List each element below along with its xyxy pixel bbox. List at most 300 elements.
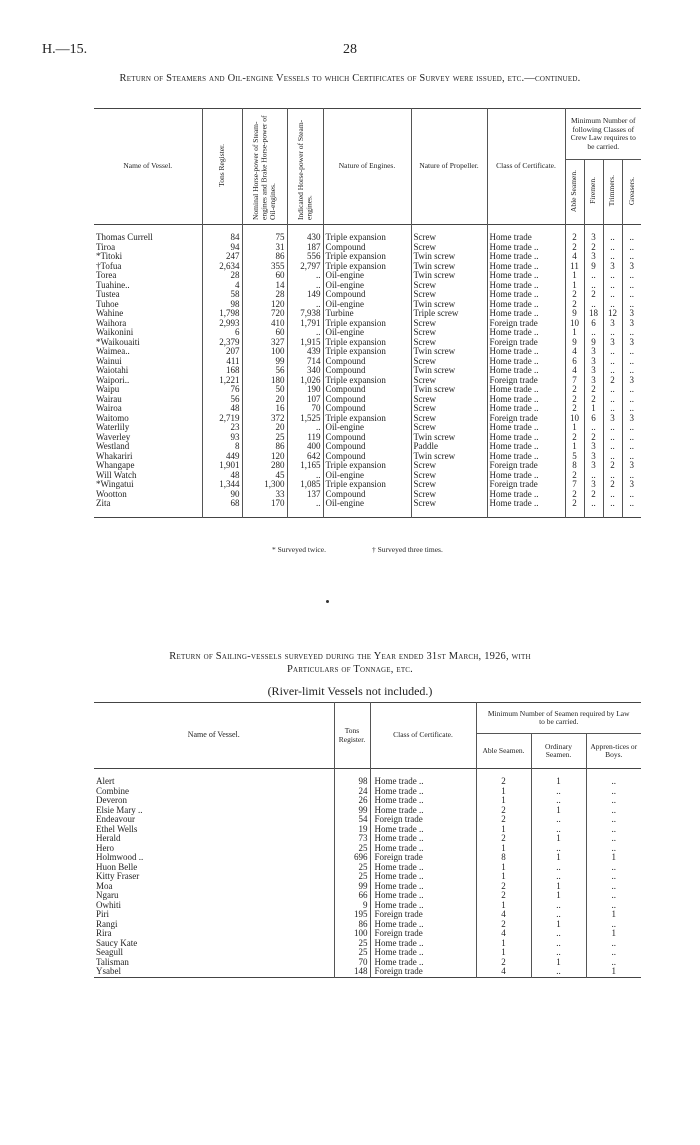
steamers-table xyxy=(94,108,641,518)
sail-col-able: Able Seamen. xyxy=(476,734,531,769)
apprentices: .. xyxy=(586,958,641,968)
ordinary-seamen: .. xyxy=(531,929,586,939)
col-indicated-hp: Indicated Horse-power of Steam-engines. xyxy=(295,120,313,221)
nominal-hp: 60 xyxy=(242,271,287,281)
class-of-certificate: Home trade .. xyxy=(487,328,565,338)
indicated-hp: 1,026 xyxy=(287,376,323,386)
indicated-hp: 400 xyxy=(287,442,323,452)
trimmers: .. xyxy=(603,385,622,395)
trimmers: .. xyxy=(603,442,622,452)
able-seamen: 7 xyxy=(565,376,584,386)
col-name: Name of Vessel. xyxy=(123,161,173,171)
class-of-certificate: Home trade .. xyxy=(487,300,565,310)
vessel-name: Hero xyxy=(96,842,114,853)
vessel-name: Waimea.. xyxy=(96,346,130,356)
trimmers: .. xyxy=(603,499,622,517)
indicated-hp: 137 xyxy=(287,490,323,500)
greasers: 3 xyxy=(622,262,641,272)
tons-register: 86 xyxy=(334,920,370,930)
nature-of-propeller: Twin screw xyxy=(411,452,487,462)
tons-register: 70 xyxy=(334,958,370,968)
able-seamen: 8 xyxy=(565,461,584,471)
greasers: 3 xyxy=(622,376,641,386)
nature-of-engines: Compound xyxy=(323,404,411,414)
nature-of-propeller: Screw xyxy=(411,395,487,405)
nature-of-engines: Oil-engine xyxy=(323,499,411,517)
able-seamen: 9 xyxy=(565,309,584,319)
tons-register: 54 xyxy=(334,815,370,825)
col-certificate: Class of Certificate. xyxy=(487,109,565,225)
tons-register: 207 xyxy=(202,347,242,357)
firemen: 3 xyxy=(584,347,603,357)
tons-register: 93 xyxy=(202,433,242,443)
class-of-certificate: Home trade .. xyxy=(487,252,565,262)
able-seamen: 9 xyxy=(565,338,584,348)
nominal-hp: 60 xyxy=(242,328,287,338)
apprentices: .. xyxy=(586,891,641,901)
tons-register: 100 xyxy=(334,929,370,939)
ordinary-seamen: .. xyxy=(531,948,586,958)
trimmers: .. xyxy=(603,300,622,310)
able-seamen: 2 xyxy=(565,490,584,500)
separator-dot xyxy=(326,600,329,603)
tons-register: 696 xyxy=(334,853,370,863)
firemen: 18 xyxy=(584,309,603,319)
apprentices: .. xyxy=(586,901,641,911)
trimmers: .. xyxy=(603,404,622,414)
able-seamen: 11 xyxy=(565,262,584,272)
sailing-table xyxy=(94,702,641,978)
indicated-hp: 430 xyxy=(287,225,323,243)
apprentices: .. xyxy=(586,920,641,930)
greasers: .. xyxy=(622,252,641,262)
nature-of-engines: Compound xyxy=(323,357,411,367)
firemen: 3 xyxy=(584,452,603,462)
tons-register: 25 xyxy=(334,844,370,854)
table-row xyxy=(94,442,641,452)
table-row xyxy=(94,499,641,517)
able-seamen: 8 xyxy=(476,853,531,863)
class-of-certificate: Home trade .. xyxy=(487,385,565,395)
greasers: .. xyxy=(622,281,641,291)
class-of-certificate: Home trade .. xyxy=(487,490,565,500)
trimmers: .. xyxy=(603,225,622,243)
firemen: 3 xyxy=(584,357,603,367)
firemen: 9 xyxy=(584,262,603,272)
apprentices: .. xyxy=(586,769,641,787)
trimmers: .. xyxy=(603,243,622,253)
table-row xyxy=(94,490,641,500)
vessel-name: Rangi xyxy=(96,918,118,929)
tons-register: 56 xyxy=(202,395,242,405)
vessel-name: Owhiti xyxy=(96,899,122,910)
nature-of-engines: Compound xyxy=(323,385,411,395)
indicated-hp: 439 xyxy=(287,347,323,357)
nature-of-engines: Turbine xyxy=(323,309,411,319)
class-of-certificate: Foreign trade xyxy=(487,338,565,348)
nominal-hp: 86 xyxy=(242,442,287,452)
greasers: .. xyxy=(622,490,641,500)
able-seamen: 2 xyxy=(476,769,531,787)
apprentices: 1 xyxy=(586,967,641,977)
vessel-name: †Tofua xyxy=(96,260,122,271)
vessel-name: Thomas Currell xyxy=(96,232,153,242)
class-of-certificate: Home trade .. xyxy=(370,948,476,958)
nature-of-engines: Oil-engine xyxy=(323,471,411,481)
able-seamen: 1 xyxy=(476,787,531,797)
vessel-name: Waihora xyxy=(96,317,127,328)
tons-register: 84 xyxy=(202,225,242,243)
firemen: 3 xyxy=(584,480,603,490)
nature-of-engines: Triple expansion xyxy=(323,461,411,471)
tons-register: 28 xyxy=(202,271,242,281)
vessel-name: Endeavour xyxy=(96,814,135,824)
greasers: .. xyxy=(622,452,641,462)
col-tons: Tons Register. xyxy=(216,143,226,187)
class-of-certificate: Home trade .. xyxy=(487,471,565,481)
ordinary-seamen: 1 xyxy=(531,882,586,892)
col-able: Able Seamen. xyxy=(569,169,579,212)
nominal-hp: 99 xyxy=(242,357,287,367)
indicated-hp: 70 xyxy=(287,404,323,414)
indicated-hp: .. xyxy=(287,471,323,481)
vessel-name: *Wingatui xyxy=(96,479,134,489)
class-of-certificate: Home trade .. xyxy=(370,834,476,844)
nominal-hp: 372 xyxy=(242,414,287,424)
trimmers: .. xyxy=(603,357,622,367)
table-row xyxy=(94,480,641,490)
vessel-name: Deveron xyxy=(96,795,127,805)
firemen: 3 xyxy=(584,225,603,243)
sail-col-certificate: Class of Certificate. xyxy=(370,703,476,769)
ordinary-seamen: .. xyxy=(531,844,586,854)
class-of-certificate: Home trade .. xyxy=(487,499,565,517)
table-row xyxy=(94,461,641,471)
class-of-certificate: Foreign trade xyxy=(487,480,565,490)
able-seamen: 2 xyxy=(565,225,584,243)
firemen: 6 xyxy=(584,414,603,424)
firemen: 6 xyxy=(584,319,603,329)
tons-register: 168 xyxy=(202,366,242,376)
vessel-name: Tiroa xyxy=(96,241,116,252)
class-of-certificate: Home trade .. xyxy=(370,891,476,901)
nominal-hp: 120 xyxy=(242,452,287,462)
tons-register: 2,634 xyxy=(202,262,242,272)
nature-of-engines: Compound xyxy=(323,452,411,462)
ordinary-seamen: .. xyxy=(531,787,586,797)
nominal-hp: 86 xyxy=(242,252,287,262)
vessel-name: Wainui xyxy=(96,355,122,366)
firemen: .. xyxy=(584,499,603,517)
vessel-name: Whakariri xyxy=(96,450,133,461)
trimmers: .. xyxy=(603,490,622,500)
class-of-certificate: Home trade .. xyxy=(370,920,476,930)
able-seamen: 2 xyxy=(565,243,584,253)
table-row xyxy=(94,414,641,424)
indicated-hp: 1,525 xyxy=(287,414,323,424)
class-of-certificate: Home trade .. xyxy=(370,939,476,949)
ordinary-seamen: 1 xyxy=(531,958,586,968)
able-seamen: 2 xyxy=(565,385,584,395)
sail-col-ordinary: Ordinary Seamen. xyxy=(531,734,586,769)
firemen: .. xyxy=(584,300,603,310)
nominal-hp: 75 xyxy=(242,225,287,243)
able-seamen: 2 xyxy=(476,815,531,825)
nature-of-propeller: Twin screw xyxy=(411,385,487,395)
class-of-certificate: Foreign trade xyxy=(370,910,476,920)
class-of-certificate: Home trade .. xyxy=(487,404,565,414)
indicated-hp: 1,915 xyxy=(287,338,323,348)
ordinary-seamen: 1 xyxy=(531,806,586,816)
nominal-hp: 20 xyxy=(242,395,287,405)
nature-of-engines: Triple expansion xyxy=(323,338,411,348)
ordinary-seamen: 1 xyxy=(531,769,586,787)
nominal-hp: 50 xyxy=(242,385,287,395)
indicated-hp: 2,797 xyxy=(287,262,323,272)
apprentices: .. xyxy=(586,844,641,854)
vessel-name: Alert xyxy=(96,776,115,786)
nature-of-propeller: Triple screw xyxy=(411,309,487,319)
table-row xyxy=(94,300,641,310)
class-of-certificate: Home trade .. xyxy=(487,423,565,433)
greasers: .. xyxy=(622,366,641,376)
table-row xyxy=(94,433,641,443)
col-propeller: Nature of Propeller. xyxy=(411,109,487,225)
nature-of-propeller: Twin screw xyxy=(411,347,487,357)
nature-of-engines: Compound xyxy=(323,442,411,452)
tons-register: 98 xyxy=(334,769,370,787)
nominal-hp: 120 xyxy=(242,300,287,310)
ordinary-seamen: .. xyxy=(531,863,586,873)
able-seamen: 2 xyxy=(476,834,531,844)
greasers: .. xyxy=(622,404,641,414)
able-seamen: 4 xyxy=(565,347,584,357)
nature-of-propeller: Twin screw xyxy=(411,300,487,310)
table-row xyxy=(94,281,641,291)
able-seamen: 2 xyxy=(565,499,584,517)
apprentices: .. xyxy=(586,939,641,949)
nature-of-propeller: Twin screw xyxy=(411,262,487,272)
tons-register: 25 xyxy=(334,939,370,949)
able-seamen: 1 xyxy=(565,423,584,433)
nature-of-propeller: Twin screw xyxy=(411,366,487,376)
nature-of-propeller: Screw xyxy=(411,319,487,329)
greasers: .. xyxy=(622,328,641,338)
class-of-certificate: Home trade .. xyxy=(487,243,565,253)
nature-of-propeller: Twin screw xyxy=(411,271,487,281)
class-of-certificate: Home trade .. xyxy=(487,366,565,376)
class-of-certificate: Home trade .. xyxy=(487,347,565,357)
firemen: .. xyxy=(584,471,603,481)
nature-of-engines: Triple expansion xyxy=(323,347,411,357)
trimmers: 3 xyxy=(603,414,622,424)
firemen: .. xyxy=(584,281,603,291)
sailing-title xyxy=(50,650,650,676)
tons-register: 195 xyxy=(334,910,370,920)
tons-register: 25 xyxy=(334,863,370,873)
ordinary-seamen: .. xyxy=(531,901,586,911)
class-of-certificate: Home trade .. xyxy=(370,787,476,797)
trimmers: .. xyxy=(603,281,622,291)
nominal-hp: 1,300 xyxy=(242,480,287,490)
nature-of-propeller: Screw xyxy=(411,243,487,253)
firemen: 1 xyxy=(584,404,603,414)
nature-of-propeller: Screw xyxy=(411,480,487,490)
indicated-hp: .. xyxy=(287,499,323,517)
nominal-hp: 180 xyxy=(242,376,287,386)
nature-of-propeller: Screw xyxy=(411,338,487,348)
ordinary-seamen: .. xyxy=(531,967,586,977)
page-number: 28 xyxy=(343,42,357,57)
trimmers: .. xyxy=(603,290,622,300)
tons-register: 2,379 xyxy=(202,338,242,348)
greasers: 3 xyxy=(622,414,641,424)
vessel-name: Rira xyxy=(96,928,112,938)
vessel-name: Waikonini xyxy=(96,327,134,337)
trimmers: .. xyxy=(603,271,622,281)
apprentices: .. xyxy=(586,815,641,825)
sail-col-name: Name of Vessel. xyxy=(187,730,240,740)
able-seamen: 7 xyxy=(565,480,584,490)
indicated-hp: 107 xyxy=(287,395,323,405)
vessel-name: Tuahine.. xyxy=(96,279,130,290)
vessel-name: Wootton xyxy=(96,488,127,499)
vessel-name: Kitty Fraser xyxy=(96,871,140,881)
tons-register: 247 xyxy=(202,252,242,262)
class-of-certificate: Home trade .. xyxy=(370,825,476,835)
greasers: .. xyxy=(622,395,641,405)
tons-register: 58 xyxy=(202,290,242,300)
nature-of-engines: Oil-engine xyxy=(323,423,411,433)
class-of-certificate: Home trade .. xyxy=(370,882,476,892)
tons-register: 2,719 xyxy=(202,414,242,424)
indicated-hp: 1,165 xyxy=(287,461,323,471)
firemen: 2 xyxy=(584,243,603,253)
tons-register: 99 xyxy=(334,882,370,892)
class-of-certificate: Home trade .. xyxy=(370,863,476,873)
able-seamen: 2 xyxy=(565,404,584,414)
vessel-name: Wahine xyxy=(96,308,124,318)
class-of-certificate: Home trade .. xyxy=(487,271,565,281)
vessel-name: Waterlily xyxy=(96,422,130,432)
greasers: .. xyxy=(622,225,641,243)
table-row xyxy=(94,376,641,386)
greasers: .. xyxy=(622,385,641,395)
indicated-hp: 7,938 xyxy=(287,309,323,319)
able-seamen: 1 xyxy=(476,948,531,958)
nature-of-propeller: Screw xyxy=(411,225,487,243)
nominal-hp: 410 xyxy=(242,319,287,329)
apprentices: 1 xyxy=(586,910,641,920)
ordinary-seamen: 1 xyxy=(531,853,586,863)
able-seamen: 1 xyxy=(476,901,531,911)
nominal-hp: 45 xyxy=(242,471,287,481)
indicated-hp: 714 xyxy=(287,357,323,367)
nature-of-propeller: Twin screw xyxy=(411,433,487,443)
able-seamen: 2 xyxy=(565,395,584,405)
indicated-hp: 1,791 xyxy=(287,319,323,329)
trimmers: .. xyxy=(603,395,622,405)
nominal-hp: 14 xyxy=(242,281,287,291)
tons-register: 411 xyxy=(202,357,242,367)
greasers: .. xyxy=(622,271,641,281)
trimmers: .. xyxy=(603,328,622,338)
ordinary-seamen: .. xyxy=(531,872,586,882)
greasers: .. xyxy=(622,357,641,367)
nature-of-propeller: Screw xyxy=(411,471,487,481)
trimmers: 12 xyxy=(603,309,622,319)
nature-of-propeller: Screw xyxy=(411,414,487,424)
vessel-name: Moa xyxy=(96,880,113,891)
tons-register: 148 xyxy=(334,967,370,977)
vessel-name: Wairau xyxy=(96,393,122,404)
vessel-name: Tustea xyxy=(96,289,120,299)
firemen: 3 xyxy=(584,252,603,262)
tons-register: 2,993 xyxy=(202,319,242,329)
nominal-hp: 25 xyxy=(242,433,287,443)
class-of-certificate: Home trade .. xyxy=(487,452,565,462)
able-seamen: 2 xyxy=(476,806,531,816)
nature-of-engines: Triple expansion xyxy=(323,414,411,424)
vessel-name: Will Watch xyxy=(96,469,137,480)
tons-register: 6 xyxy=(202,328,242,338)
firemen: 2 xyxy=(584,385,603,395)
class-of-certificate: Home trade .. xyxy=(487,281,565,291)
able-seamen: 1 xyxy=(476,844,531,854)
class-of-certificate: Foreign trade xyxy=(487,376,565,386)
tons-register: 1,798 xyxy=(202,309,242,319)
greasers: .. xyxy=(622,290,641,300)
tons-register: 1,221 xyxy=(202,376,242,386)
firemen: .. xyxy=(584,328,603,338)
greasers: 3 xyxy=(622,309,641,319)
class-of-certificate: Foreign trade xyxy=(487,461,565,471)
indicated-hp: .. xyxy=(287,328,323,338)
able-seamen: 4 xyxy=(476,929,531,939)
able-seamen: 1 xyxy=(565,281,584,291)
table-row xyxy=(94,290,641,300)
nominal-hp: 355 xyxy=(242,262,287,272)
vessel-name: *Waikouaiti xyxy=(96,336,140,347)
trimmers: 2 xyxy=(603,461,622,471)
vessel-name: Waverley xyxy=(96,431,131,442)
tons-register: 24 xyxy=(334,787,370,797)
able-seamen: 1 xyxy=(476,939,531,949)
nominal-hp: 16 xyxy=(242,404,287,414)
able-seamen: 5 xyxy=(565,452,584,462)
tons-register: 1,344 xyxy=(202,480,242,490)
apprentices: .. xyxy=(586,787,641,797)
vessel-name: Elsie Mary .. xyxy=(96,804,143,815)
able-seamen: 2 xyxy=(565,300,584,310)
indicated-hp: .. xyxy=(287,271,323,281)
firemen: .. xyxy=(584,423,603,433)
nature-of-propeller: Screw xyxy=(411,490,487,500)
vessel-name: Ngaru xyxy=(96,890,119,900)
greasers: .. xyxy=(622,442,641,452)
tons-register: 25 xyxy=(334,872,370,882)
greasers: 3 xyxy=(622,461,641,471)
table-row xyxy=(94,769,641,787)
class-of-certificate: Home trade .. xyxy=(370,958,476,968)
vessel-name: Holmwood .. xyxy=(96,852,144,862)
apprentices: .. xyxy=(586,825,641,835)
indicated-hp: 642 xyxy=(287,452,323,462)
able-seamen: 4 xyxy=(565,252,584,262)
footnote-three-times: † Surveyed three times. xyxy=(372,545,443,554)
tons-register: 73 xyxy=(334,834,370,844)
tons-register: 4 xyxy=(202,281,242,291)
